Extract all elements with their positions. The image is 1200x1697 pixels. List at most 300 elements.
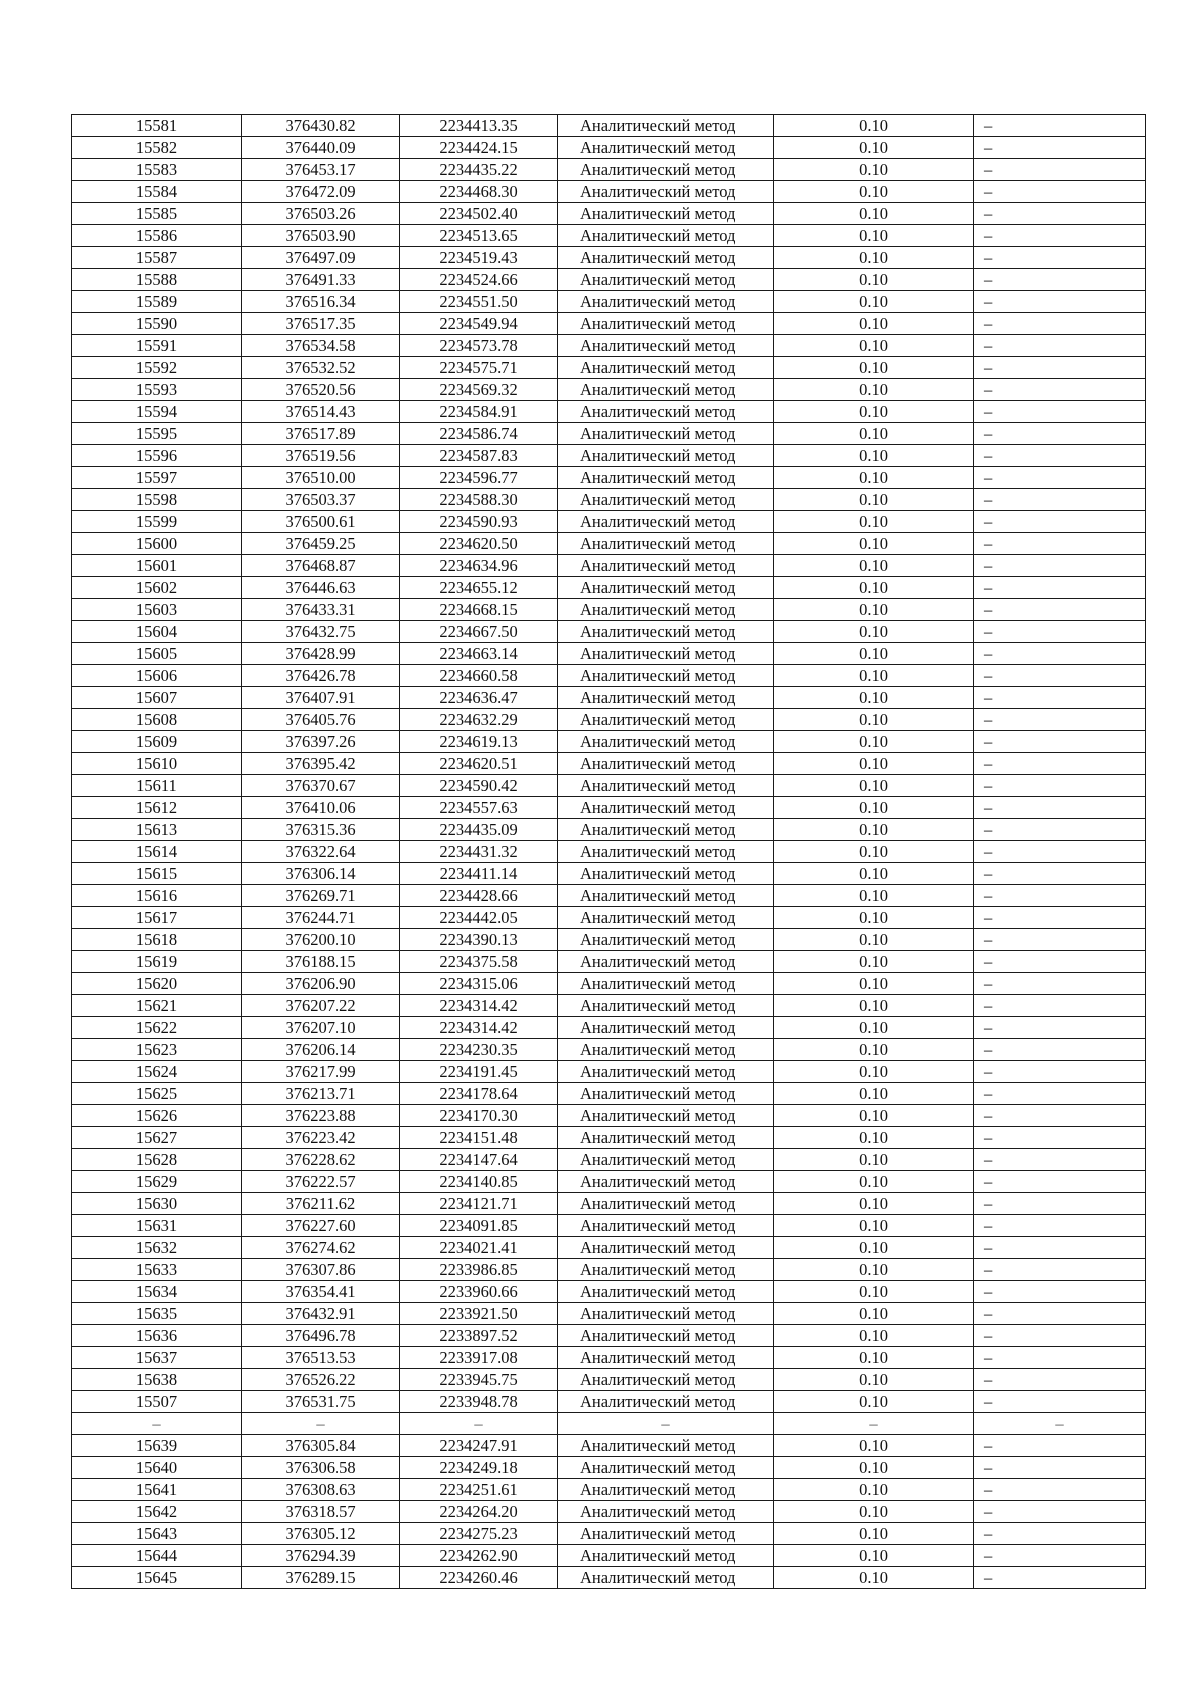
y-coordinate-cell: 2233921.50	[400, 1303, 558, 1325]
x-coordinate-cell: 376517.89	[242, 423, 400, 445]
point-number-cell: 15591	[72, 335, 242, 357]
method-cell: Аналитический метод	[558, 1523, 774, 1545]
point-number-cell: 15618	[72, 929, 242, 951]
method-cell: Аналитический метод	[558, 357, 774, 379]
note-cell: –	[974, 1369, 1146, 1391]
point-number-cell: 15589	[72, 291, 242, 313]
note-cell: –	[974, 1127, 1146, 1149]
point-number-cell: 15636	[72, 1325, 242, 1347]
note-cell: –	[974, 775, 1146, 797]
table-row	[72, 1193, 1146, 1215]
point-number-cell: 15593	[72, 379, 242, 401]
table-row	[72, 1545, 1146, 1567]
method-cell: Аналитический метод	[558, 863, 774, 885]
method-cell: Аналитический метод	[558, 1435, 774, 1457]
point-number-cell: 15582	[72, 137, 242, 159]
point-number-cell: 15638	[72, 1369, 242, 1391]
accuracy-cell: 0.10	[774, 1171, 974, 1193]
method-cell: Аналитический метод	[558, 1149, 774, 1171]
accuracy-cell: 0.10	[774, 599, 974, 621]
x-coordinate-cell: 376223.88	[242, 1105, 400, 1127]
x-coordinate-cell: 376294.39	[242, 1545, 400, 1567]
note-cell: –	[974, 335, 1146, 357]
x-coordinate-cell: 376354.41	[242, 1281, 400, 1303]
table-row	[72, 1171, 1146, 1193]
note-cell: –	[974, 1149, 1146, 1171]
accuracy-cell: 0.10	[774, 181, 974, 203]
point-number-cell: 15611	[72, 775, 242, 797]
y-coordinate-cell: 2234411.14	[400, 863, 558, 885]
point-number-cell: 15595	[72, 423, 242, 445]
y-coordinate-cell: 2234140.85	[400, 1171, 558, 1193]
method-cell: Аналитический метод	[558, 1567, 774, 1589]
accuracy-cell: 0.10	[774, 1435, 974, 1457]
method-cell: Аналитический метод	[558, 203, 774, 225]
accuracy-cell: 0.10	[774, 335, 974, 357]
method-cell: Аналитический метод	[558, 1545, 774, 1567]
x-coordinate-cell: 376307.86	[242, 1259, 400, 1281]
note-cell: –	[974, 247, 1146, 269]
accuracy-cell: 0.10	[774, 423, 974, 445]
note-cell: –	[974, 1479, 1146, 1501]
accuracy-cell: 0.10	[774, 225, 974, 247]
note-cell: –	[974, 1259, 1146, 1281]
y-coordinate-cell: 2234435.22	[400, 159, 558, 181]
table-row	[72, 973, 1146, 995]
accuracy-cell: 0.10	[774, 1523, 974, 1545]
note-cell: –	[974, 1105, 1146, 1127]
point-number-cell: 15606	[72, 665, 242, 687]
x-coordinate-cell: 376510.00	[242, 467, 400, 489]
y-coordinate-cell: 2234264.20	[400, 1501, 558, 1523]
y-coordinate-cell: 2234315.06	[400, 973, 558, 995]
note-cell: –	[974, 1303, 1146, 1325]
y-coordinate-cell: 2234260.46	[400, 1567, 558, 1589]
table-row	[72, 929, 1146, 951]
y-coordinate-cell: 2234660.58	[400, 665, 558, 687]
x-coordinate-cell: 376306.58	[242, 1457, 400, 1479]
method-cell: Аналитический метод	[558, 1039, 774, 1061]
point-number-cell: 15634	[72, 1281, 242, 1303]
x-coordinate-cell: 376315.36	[242, 819, 400, 841]
table-row	[72, 467, 1146, 489]
method-cell: Аналитический метод	[558, 709, 774, 731]
method-cell: Аналитический метод	[558, 1479, 774, 1501]
accuracy-cell: 0.10	[774, 1215, 974, 1237]
y-coordinate-cell: 2234632.29	[400, 709, 558, 731]
accuracy-cell: 0.10	[774, 753, 974, 775]
x-coordinate-cell: 376206.14	[242, 1039, 400, 1061]
method-cell: Аналитический метод	[558, 973, 774, 995]
y-coordinate-cell: 2234230.35	[400, 1039, 558, 1061]
note-cell: –	[974, 357, 1146, 379]
table-row	[72, 1237, 1146, 1259]
accuracy-cell: 0.10	[774, 577, 974, 599]
method-cell: Аналитический метод	[558, 115, 774, 137]
accuracy-cell: 0.10	[774, 1391, 974, 1413]
table-row	[72, 1017, 1146, 1039]
method-cell: Аналитический метод	[558, 335, 774, 357]
accuracy-cell: 0.10	[774, 929, 974, 951]
note-cell: –	[974, 973, 1146, 995]
table-row	[72, 181, 1146, 203]
x-coordinate-cell: 376526.22	[242, 1369, 400, 1391]
accuracy-cell: 0.10	[774, 379, 974, 401]
method-cell: Аналитический метод	[558, 929, 774, 951]
y-coordinate-cell: 2234502.40	[400, 203, 558, 225]
x-coordinate-cell: 376222.57	[242, 1171, 400, 1193]
y-coordinate-cell: 2234549.94	[400, 313, 558, 335]
accuracy-cell: 0.10	[774, 1457, 974, 1479]
accuracy-cell: 0.10	[774, 841, 974, 863]
table-row	[72, 687, 1146, 709]
y-coordinate-cell: 2234468.30	[400, 181, 558, 203]
point-number-cell: 15590	[72, 313, 242, 335]
table-row	[72, 797, 1146, 819]
accuracy-cell: 0.10	[774, 1567, 974, 1589]
y-coordinate-cell: 2234390.13	[400, 929, 558, 951]
accuracy-cell: 0.10	[774, 159, 974, 181]
table-row	[72, 577, 1146, 599]
y-coordinate-cell: 2234424.15	[400, 137, 558, 159]
point-number-cell: 15635	[72, 1303, 242, 1325]
point-number-cell: 15609	[72, 731, 242, 753]
accuracy-cell: 0.10	[774, 885, 974, 907]
x-coordinate-cell: 376306.14	[242, 863, 400, 885]
table-row	[72, 1083, 1146, 1105]
table-row	[72, 599, 1146, 621]
note-cell: –	[974, 1457, 1146, 1479]
y-coordinate-cell: 2234590.93	[400, 511, 558, 533]
note-cell: –	[974, 687, 1146, 709]
method-cell: Аналитический метод	[558, 225, 774, 247]
point-number-cell: 15633	[72, 1259, 242, 1281]
accuracy-cell: 0.10	[774, 731, 974, 753]
point-number-cell: 15601	[72, 555, 242, 577]
table-row	[72, 379, 1146, 401]
x-coordinate-cell: 376322.64	[242, 841, 400, 863]
note-cell: –	[974, 401, 1146, 423]
accuracy-cell: 0.10	[774, 1545, 974, 1567]
table-row	[72, 819, 1146, 841]
x-coordinate-cell: 376207.22	[242, 995, 400, 1017]
note-cell: –	[974, 423, 1146, 445]
method-cell: Аналитический метод	[558, 753, 774, 775]
method-cell: Аналитический метод	[558, 1127, 774, 1149]
accuracy-cell: 0.10	[774, 1369, 974, 1391]
method-cell: Аналитический метод	[558, 511, 774, 533]
point-number-cell: 15583	[72, 159, 242, 181]
x-coordinate-cell: 376200.10	[242, 929, 400, 951]
y-coordinate-cell: 2234636.47	[400, 687, 558, 709]
point-number-cell: 15600	[72, 533, 242, 555]
point-number-cell: 15622	[72, 1017, 242, 1039]
y-coordinate-cell: 2234590.42	[400, 775, 558, 797]
accuracy-cell: 0.10	[774, 357, 974, 379]
note-cell: –	[974, 225, 1146, 247]
note-cell: –	[974, 1501, 1146, 1523]
table-row	[72, 203, 1146, 225]
table-row	[72, 775, 1146, 797]
method-cell: Аналитический метод	[558, 1061, 774, 1083]
note-cell: –	[974, 995, 1146, 1017]
note-cell: –	[974, 1193, 1146, 1215]
y-coordinate-cell: 2234431.32	[400, 841, 558, 863]
y-coordinate-cell: 2234668.15	[400, 599, 558, 621]
table-row	[72, 665, 1146, 687]
accuracy-cell: 0.10	[774, 1193, 974, 1215]
point-number-cell: 15639	[72, 1435, 242, 1457]
x-coordinate-cell: 376446.63	[242, 577, 400, 599]
table-row	[72, 951, 1146, 973]
method-cell: Аналитический метод	[558, 665, 774, 687]
method-cell: Аналитический метод	[558, 1303, 774, 1325]
x-coordinate-cell: 376223.42	[242, 1127, 400, 1149]
x-coordinate-cell: 376503.26	[242, 203, 400, 225]
x-coordinate-cell: 376430.82	[242, 115, 400, 137]
table-row	[72, 225, 1146, 247]
note-cell: –	[974, 643, 1146, 665]
point-number-cell: 15507	[72, 1391, 242, 1413]
x-coordinate-cell: 376397.26	[242, 731, 400, 753]
point-number-cell: 15637	[72, 1347, 242, 1369]
y-coordinate-cell: 2234247.91	[400, 1435, 558, 1457]
y-coordinate-cell: 2234262.90	[400, 1545, 558, 1567]
point-number-cell: 15592	[72, 357, 242, 379]
point-number-cell: 15604	[72, 621, 242, 643]
accuracy-cell: 0.10	[774, 533, 974, 555]
table-row	[72, 1149, 1146, 1171]
point-number-cell: 15644	[72, 1545, 242, 1567]
point-number-cell: 15621	[72, 995, 242, 1017]
table-row	[72, 1281, 1146, 1303]
method-cell: Аналитический метод	[558, 1215, 774, 1237]
note-cell: –	[974, 731, 1146, 753]
method-cell: Аналитический метод	[558, 1171, 774, 1193]
accuracy-cell: 0.10	[774, 907, 974, 929]
x-coordinate-cell: 376496.78	[242, 1325, 400, 1347]
method-cell: Аналитический метод	[558, 951, 774, 973]
note-cell: –	[974, 1435, 1146, 1457]
x-coordinate-cell: 376453.17	[242, 159, 400, 181]
method-cell: Аналитический метод	[558, 379, 774, 401]
y-coordinate-cell: 2234663.14	[400, 643, 558, 665]
point-number-cell: 15598	[72, 489, 242, 511]
y-coordinate-cell: 2233960.66	[400, 1281, 558, 1303]
table-row	[72, 511, 1146, 533]
table-row	[72, 841, 1146, 863]
point-number-cell: 15629	[72, 1171, 242, 1193]
table-row	[72, 1259, 1146, 1281]
point-number-cell: 15597	[72, 467, 242, 489]
note-cell: –	[974, 313, 1146, 335]
x-coordinate-cell: 376207.10	[242, 1017, 400, 1039]
method-cell: Аналитический метод	[558, 1193, 774, 1215]
note-cell: –	[974, 1061, 1146, 1083]
note-cell: –	[974, 1215, 1146, 1237]
x-coordinate-cell: 376534.58	[242, 335, 400, 357]
accuracy-cell: 0.10	[774, 863, 974, 885]
method-cell: Аналитический метод	[558, 533, 774, 555]
method-cell: Аналитический метод	[558, 907, 774, 929]
accuracy-cell: 0.10	[774, 709, 974, 731]
x-coordinate-cell: 376432.91	[242, 1303, 400, 1325]
y-coordinate-cell: 2234021.41	[400, 1237, 558, 1259]
method-cell: Аналитический метод	[558, 577, 774, 599]
y-coordinate-cell: 2234551.50	[400, 291, 558, 313]
note-cell: –	[974, 379, 1146, 401]
accuracy-cell: 0.10	[774, 1479, 974, 1501]
point-number-cell: 15619	[72, 951, 242, 973]
table-row	[72, 159, 1146, 181]
point-number-cell: 15640	[72, 1457, 242, 1479]
x-coordinate-cell: 376432.75	[242, 621, 400, 643]
accuracy-cell: –	[774, 1413, 974, 1435]
point-number-cell: 15620	[72, 973, 242, 995]
x-coordinate-cell: 376269.71	[242, 885, 400, 907]
table-row	[72, 1391, 1146, 1413]
y-coordinate-cell: 2234569.32	[400, 379, 558, 401]
point-number-cell: 15607	[72, 687, 242, 709]
note-cell: –	[974, 489, 1146, 511]
accuracy-cell: 0.10	[774, 1149, 974, 1171]
x-coordinate-cell: –	[242, 1413, 400, 1435]
y-coordinate-cell: 2234575.71	[400, 357, 558, 379]
x-coordinate-cell: 376519.56	[242, 445, 400, 467]
x-coordinate-cell: 376531.75	[242, 1391, 400, 1413]
note-cell: –	[974, 577, 1146, 599]
x-coordinate-cell: 376500.61	[242, 511, 400, 533]
table-row	[72, 269, 1146, 291]
note-cell: –	[974, 467, 1146, 489]
method-cell: Аналитический метод	[558, 445, 774, 467]
note-cell: –	[974, 1083, 1146, 1105]
table-row	[72, 1347, 1146, 1369]
accuracy-cell: 0.10	[774, 1303, 974, 1325]
table-row	[72, 863, 1146, 885]
y-coordinate-cell: 2234147.64	[400, 1149, 558, 1171]
method-cell: Аналитический метод	[558, 885, 774, 907]
point-number-cell: 15645	[72, 1567, 242, 1589]
accuracy-cell: 0.10	[774, 1105, 974, 1127]
y-coordinate-cell: 2233948.78	[400, 1391, 558, 1413]
method-cell: Аналитический метод	[558, 269, 774, 291]
table-row	[72, 115, 1146, 137]
method-cell: Аналитический метод	[558, 1391, 774, 1413]
table-row	[72, 1215, 1146, 1237]
point-number-cell: 15614	[72, 841, 242, 863]
note-cell: –	[974, 1413, 1146, 1435]
accuracy-cell: 0.10	[774, 467, 974, 489]
point-number-cell: 15631	[72, 1215, 242, 1237]
method-cell: Аналитический метод	[558, 467, 774, 489]
accuracy-cell: 0.10	[774, 775, 974, 797]
method-cell: Аналитический метод	[558, 643, 774, 665]
y-coordinate-cell: 2234314.42	[400, 1017, 558, 1039]
x-coordinate-cell: 376405.76	[242, 709, 400, 731]
point-number-cell: 15610	[72, 753, 242, 775]
table-row	[72, 247, 1146, 269]
x-coordinate-cell: 376206.90	[242, 973, 400, 995]
x-coordinate-cell: 376228.62	[242, 1149, 400, 1171]
table-row	[72, 1303, 1146, 1325]
x-coordinate-cell: 376188.15	[242, 951, 400, 973]
y-coordinate-cell: 2234513.65	[400, 225, 558, 247]
y-coordinate-cell: 2234573.78	[400, 335, 558, 357]
y-coordinate-cell: 2234170.30	[400, 1105, 558, 1127]
point-number-cell: 15596	[72, 445, 242, 467]
x-coordinate-cell: 376468.87	[242, 555, 400, 577]
point-number-cell: 15630	[72, 1193, 242, 1215]
table-row	[72, 401, 1146, 423]
y-coordinate-cell: 2233897.52	[400, 1325, 558, 1347]
method-cell: Аналитический метод	[558, 401, 774, 423]
y-coordinate-cell: 2234620.51	[400, 753, 558, 775]
accuracy-cell: 0.10	[774, 203, 974, 225]
table-row	[72, 1039, 1146, 1061]
y-coordinate-cell: 2234655.12	[400, 577, 558, 599]
accuracy-cell: 0.10	[774, 291, 974, 313]
table-row	[72, 1413, 1146, 1435]
table-row	[72, 1127, 1146, 1149]
method-cell: Аналитический метод	[558, 841, 774, 863]
point-number-cell: 15603	[72, 599, 242, 621]
y-coordinate-cell: 2234524.66	[400, 269, 558, 291]
x-coordinate-cell: 376211.62	[242, 1193, 400, 1215]
note-cell: –	[974, 907, 1146, 929]
method-cell: Аналитический метод	[558, 555, 774, 577]
accuracy-cell: 0.10	[774, 995, 974, 1017]
y-coordinate-cell: 2234151.48	[400, 1127, 558, 1149]
x-coordinate-cell: 376503.37	[242, 489, 400, 511]
x-coordinate-cell: 376516.34	[242, 291, 400, 313]
y-coordinate-cell: 2234519.43	[400, 247, 558, 269]
accuracy-cell: 0.10	[774, 665, 974, 687]
table-row	[72, 555, 1146, 577]
x-coordinate-cell: 376514.43	[242, 401, 400, 423]
x-coordinate-cell: 376318.57	[242, 1501, 400, 1523]
table-row	[72, 643, 1146, 665]
x-coordinate-cell: 376410.06	[242, 797, 400, 819]
y-coordinate-cell: 2234251.61	[400, 1479, 558, 1501]
accuracy-cell: 0.10	[774, 269, 974, 291]
point-number-cell: 15613	[72, 819, 242, 841]
method-cell: Аналитический метод	[558, 1501, 774, 1523]
method-cell: Аналитический метод	[558, 1259, 774, 1281]
y-coordinate-cell: 2234413.35	[400, 115, 558, 137]
note-cell: –	[974, 555, 1146, 577]
method-cell: –	[558, 1413, 774, 1435]
point-number-cell: 15632	[72, 1237, 242, 1259]
point-number-cell: 15584	[72, 181, 242, 203]
note-cell: –	[974, 1391, 1146, 1413]
y-coordinate-cell: 2233945.75	[400, 1369, 558, 1391]
note-cell: –	[974, 1325, 1146, 1347]
accuracy-cell: 0.10	[774, 137, 974, 159]
y-coordinate-cell: 2234619.13	[400, 731, 558, 753]
note-cell: –	[974, 951, 1146, 973]
method-cell: Аналитический метод	[558, 313, 774, 335]
accuracy-cell: 0.10	[774, 445, 974, 467]
method-cell: Аналитический метод	[558, 1105, 774, 1127]
coordinates-table-body	[72, 115, 1146, 1589]
note-cell: –	[974, 159, 1146, 181]
note-cell: –	[974, 1347, 1146, 1369]
method-cell: Аналитический метод	[558, 159, 774, 181]
accuracy-cell: 0.10	[774, 819, 974, 841]
x-coordinate-cell: 376440.09	[242, 137, 400, 159]
y-coordinate-cell: –	[400, 1413, 558, 1435]
